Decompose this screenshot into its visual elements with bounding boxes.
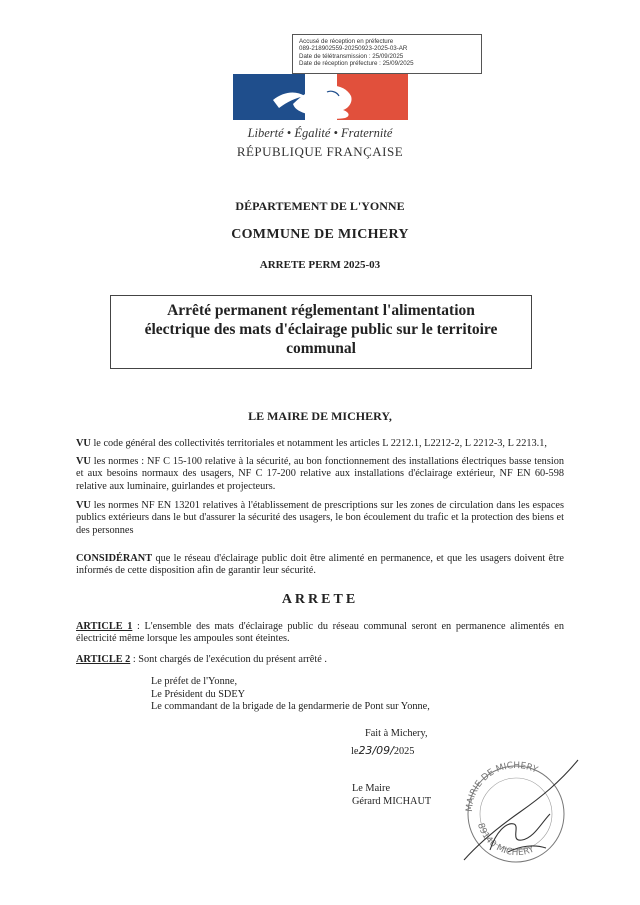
vu-keyword: VU — [76, 456, 91, 467]
commune-heading: COMMUNE DE MICHERY — [231, 227, 409, 242]
article-2 — [76, 654, 564, 666]
considerant-text: que le réseau d'éclairage public doit être alimenté en permanence, et que les usagers doivent être informés de cette disposition afin de garantir leur sécurité. — [76, 553, 564, 577]
vu-keyword: VU — [76, 438, 91, 449]
article-1-label: ARTICLE 1 — [76, 621, 133, 632]
arrete-heading: ARRETE — [281, 592, 359, 607]
recipients-list — [151, 676, 430, 714]
document-title-box — [110, 295, 532, 369]
recipient: Le préfet de l'Yonne, — [151, 676, 238, 687]
article-2-text: : Sont chargés de l'exécution du présent arrêté . — [130, 654, 327, 665]
svg-text:MAIRIE DE MICHERY — [465, 761, 540, 812]
date-year: 2025 — [393, 746, 415, 757]
date-handwritten: 23/09/ — [358, 744, 394, 757]
republic-motto: Liberté • Égalité • Fraternité — [247, 126, 393, 140]
signer-role: Le Maire — [352, 783, 391, 794]
arrete-number: ARRETE PERM 2025-03 — [259, 259, 381, 271]
signer-name: Gérard MICHAUT — [352, 795, 432, 807]
date-prefix: le — [351, 746, 359, 757]
maire-heading: LE MAIRE DE MICHERY, — [248, 409, 392, 423]
vu-text: les normes : NF C 15-100 relative à la sécurité, au bon fonctionnement des installations électriques basse tension et aux besoins normaux des usagers, NF C 17-200 relative aux installations d'éclairage extérieur, NF EN 60-598 relative aux luminaire, guirlandes et projecteurs. — [76, 456, 564, 492]
department-heading: DÉPARTEMENT DE L'YONNE — [235, 199, 405, 213]
vu-paragraph — [76, 456, 564, 493]
title-line: électrique des mats d'éclairage public sur le territoire — [144, 321, 498, 338]
stamp-line: Date de télétransmission : 25/09/2025 — [299, 52, 404, 60]
republic-name: RÉPUBLIQUE FRANÇAISE — [236, 144, 404, 159]
seal-text-bottom: 89140 MICHERY — [475, 821, 536, 859]
reception-stamp — [292, 34, 482, 74]
considerant-keyword: CONSIDÉRANT — [76, 553, 153, 564]
marianne-logo-icon — [233, 74, 408, 126]
article-1-text: : L'ensemble des mats d'éclairage public du réseau communal seront en permanence alimentés en électricité même lorsque les ampoules sont éteintes. — [76, 621, 564, 645]
stamp-line: Date de réception préfecture : 25/09/2025 — [299, 60, 414, 68]
recipient: Le Président du SDEY — [151, 688, 246, 700]
article-1 — [76, 621, 564, 646]
vu-keyword: VU — [76, 500, 91, 511]
signature-place: Fait à Michery, — [365, 728, 428, 739]
title-line: Arrêté permanent réglementant l'alimentation — [167, 302, 475, 319]
vu-paragraph — [76, 438, 564, 450]
mayor-seal-stamp-icon — [450, 752, 580, 867]
vu-paragraph — [76, 500, 564, 537]
article-2-label: ARTICLE 2 — [76, 654, 131, 665]
vu-text: les normes NF EN 13201 relatives à l'établissement de prescriptions sur les zones de circulation dans les espaces publics extérieurs dans le but d'assurer la sécurité des usagers, le bon écoulement du trafic et la protection des biens et des personnes — [76, 500, 564, 536]
stamp-line: 089-218902559-20250923-2025-03-AR — [299, 45, 408, 53]
signer-block — [352, 783, 431, 808]
seal-text-top: MAIRIE DE MICHERY — [464, 760, 540, 813]
title-line: communal — [286, 340, 356, 357]
vu-text: le code général des collectivités territoriales et notamment les articles L 2212.1, L2212-2, L 2212-3, L 2213.1, — [90, 438, 547, 449]
signature-date — [351, 744, 414, 757]
considerant-paragraph — [76, 553, 564, 578]
recipient: Le commandant de la brigade de la gendarmerie de Pont sur Yonne, — [151, 701, 430, 712]
stamp-line: Accusé de réception en préfecture — [299, 38, 394, 45]
